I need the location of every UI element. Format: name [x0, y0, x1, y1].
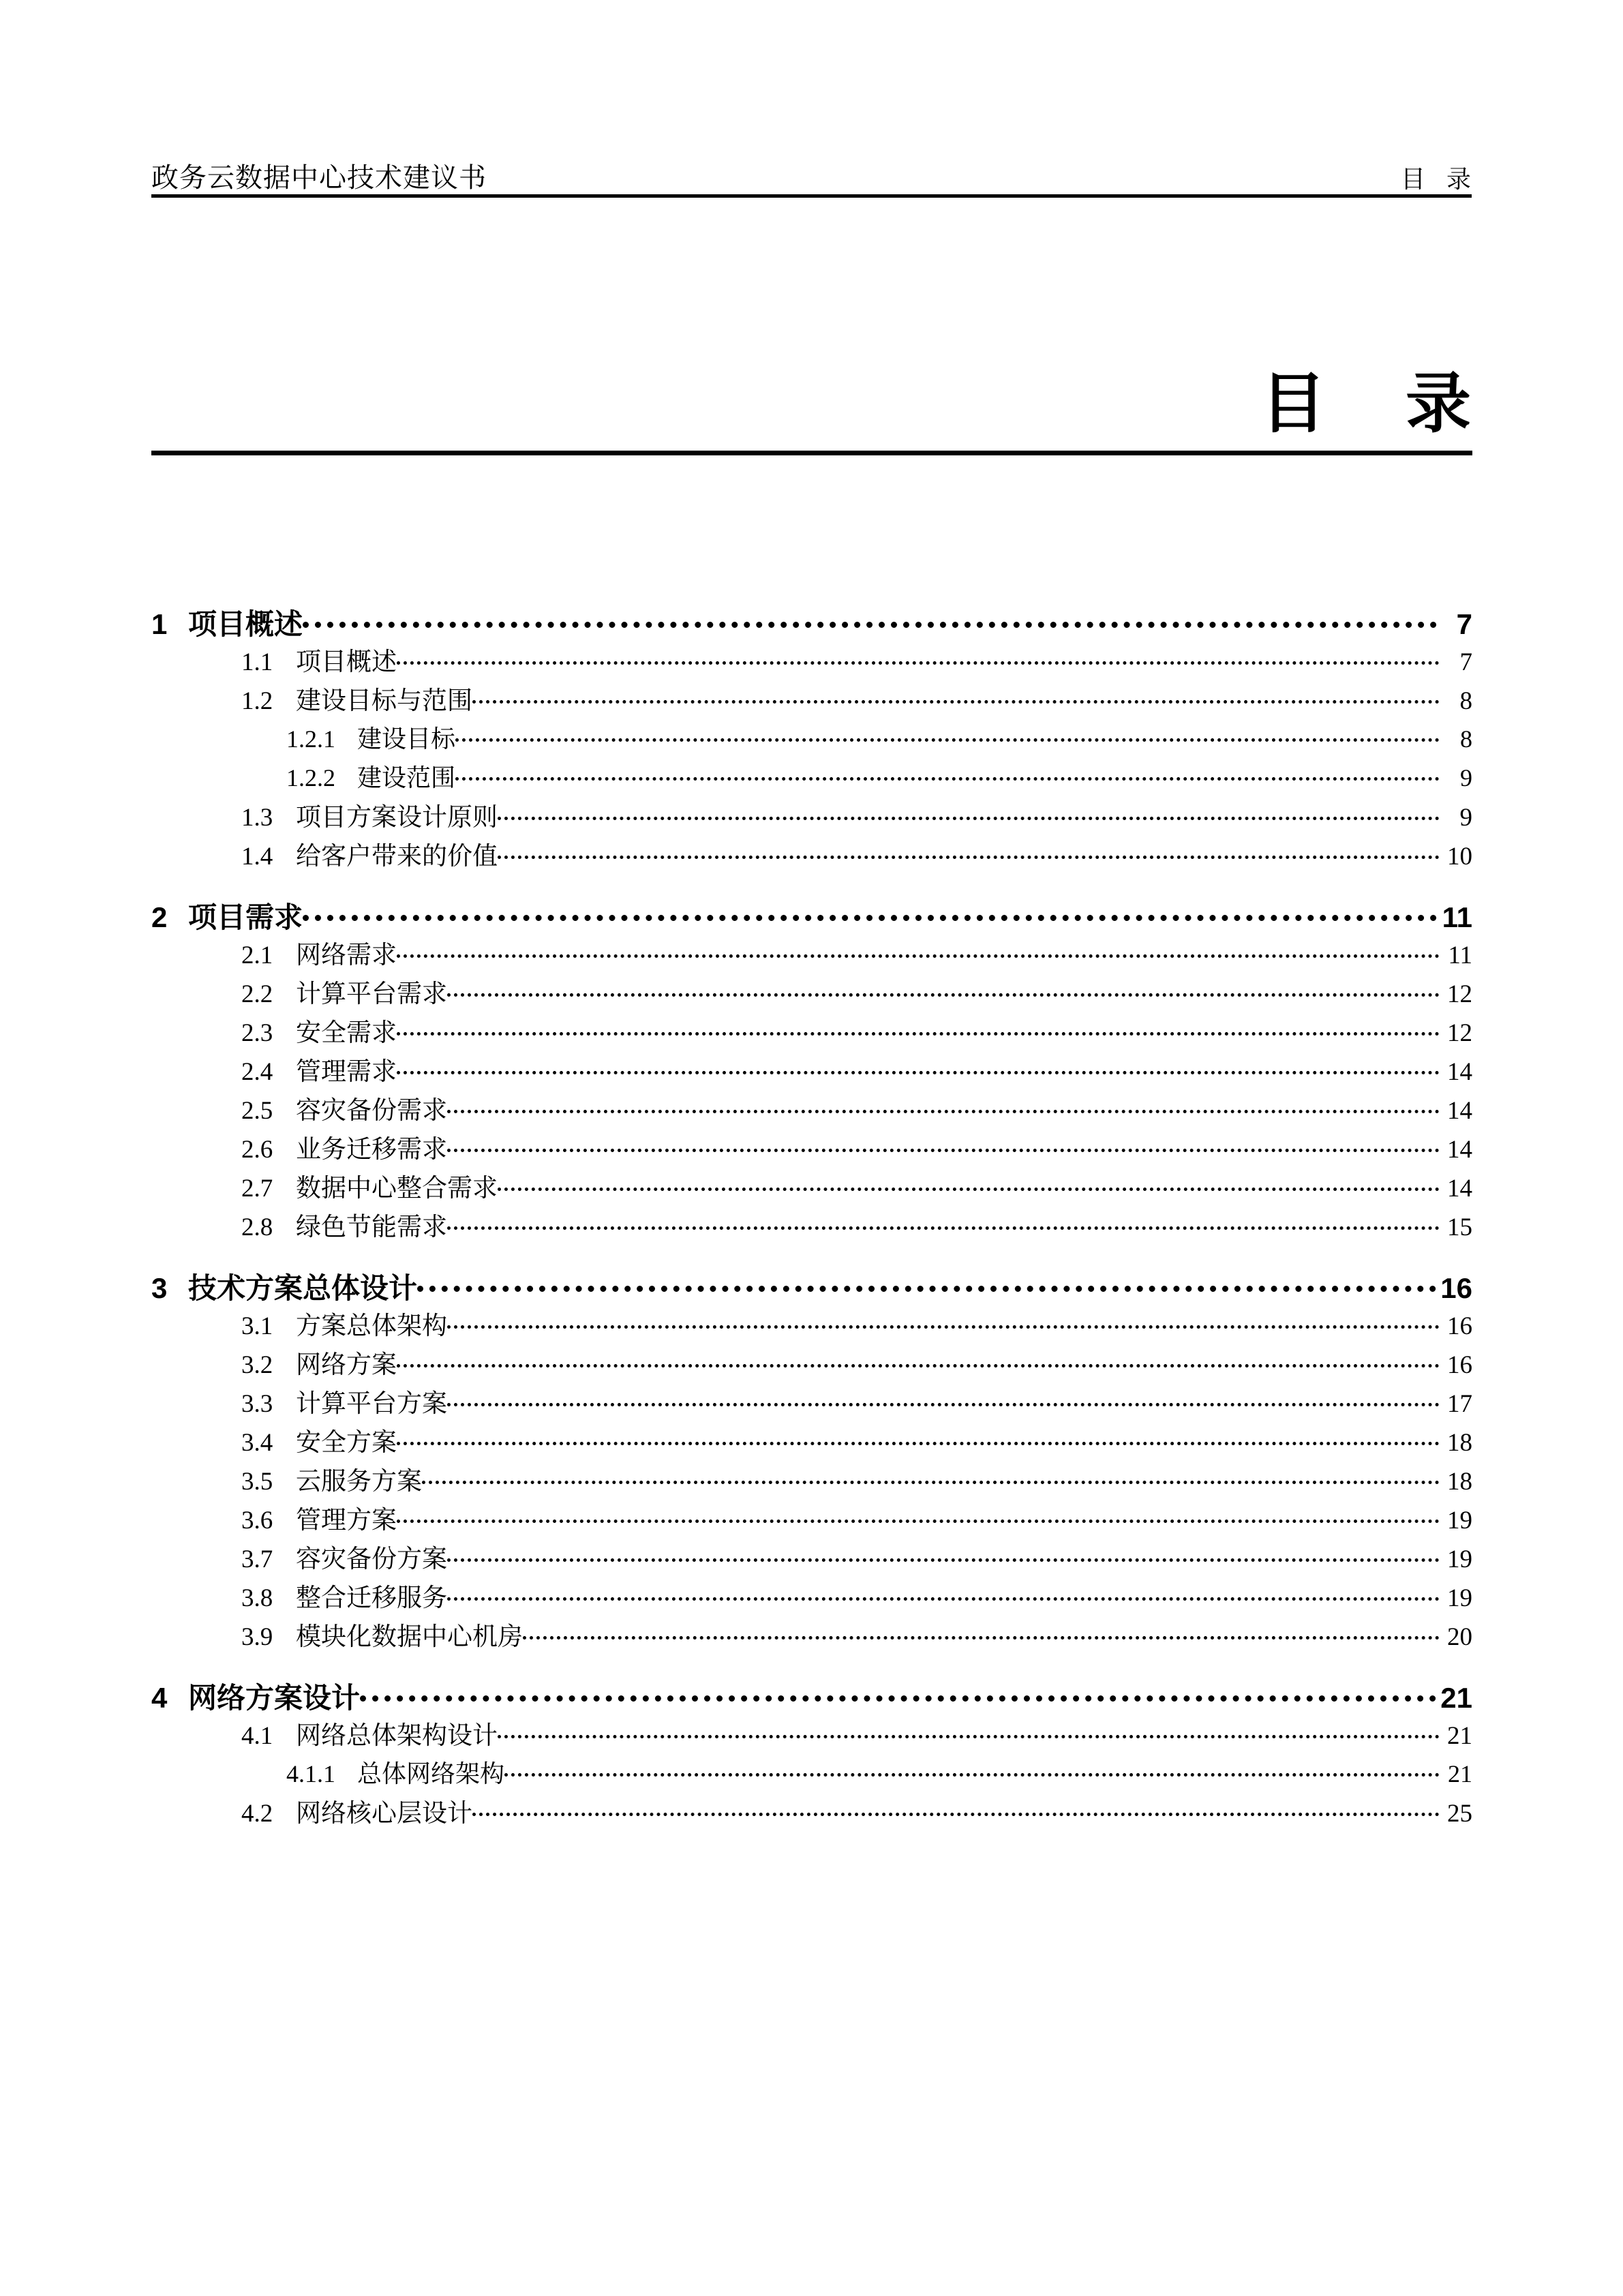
toc-entry-page-number: 14 — [1447, 1058, 1472, 1086]
toc-entry-page-number: 18 — [1447, 1468, 1472, 1496]
toc-entry-page-number: 16 — [1447, 1351, 1472, 1379]
toc-entry-page-number: 19 — [1447, 1584, 1472, 1612]
header-section-title: 目 录 — [1400, 166, 1472, 193]
toc-dot-leader — [498, 839, 1440, 864]
toc-entry-title: 管理方案 — [296, 1507, 397, 1535]
toc-entry-number: 1.3 — [241, 804, 273, 832]
toc-entry-number: 3.8 — [241, 1584, 273, 1612]
toc-entry-page-number: 10 — [1447, 843, 1472, 871]
toc-dot-leader — [504, 1757, 1440, 1782]
toc-entry-number: 3.5 — [241, 1468, 273, 1496]
toc-entry-number: 1.1 — [241, 648, 273, 676]
toc-dot-leader — [498, 1719, 1440, 1744]
toc-entry-title: 技术方案总体设计 — [188, 1272, 418, 1304]
toc-dot-leader — [397, 1348, 1440, 1373]
toc-entry-number: 2.7 — [241, 1175, 273, 1203]
toc-entry[interactable] — [151, 1581, 1472, 1620]
toc-entry-title: 网络总体架构设计 — [296, 1722, 498, 1750]
toc-entry-number: 2.8 — [241, 1213, 273, 1241]
toc-entry-number: 3.9 — [241, 1623, 273, 1651]
toc-entry-page-number: 14 — [1447, 1175, 1472, 1203]
toc-entry[interactable] — [151, 1348, 1472, 1387]
toc-entry-number: 3.6 — [241, 1507, 273, 1535]
toc-dot-leader — [303, 605, 1437, 634]
toc-dot-leader — [397, 1503, 1440, 1528]
toc-dot-leader — [422, 1464, 1440, 1490]
toc-entry-title: 整合迁移服务 — [296, 1584, 447, 1612]
toc-entry-title: 项目概述 — [188, 608, 303, 640]
toc-entry[interactable] — [151, 800, 1472, 839]
toc-entry[interactable] — [151, 1055, 1472, 1093]
toc-entry-title: 建设目标与范围 — [296, 687, 472, 715]
toc-entry-number: 2.1 — [241, 941, 273, 969]
toc-entry-page-number: 21 — [1447, 1722, 1472, 1750]
toc-dot-leader — [397, 1055, 1440, 1080]
toc-entry[interactable] — [151, 645, 1472, 684]
toc-entry-page-number: 8 — [1460, 725, 1472, 753]
toc-entry-number: 2.2 — [241, 980, 273, 1008]
toc-entry-number: 4 — [151, 1682, 168, 1714]
toc-entry-number: 1.2.1 — [286, 725, 335, 753]
toc-entry-page-number: 18 — [1447, 1429, 1472, 1457]
toc-entry-page-number: 17 — [1447, 1390, 1472, 1418]
toc-entry-number: 4.2 — [241, 1800, 273, 1828]
toc-entry-title: 项目需求 — [188, 901, 303, 933]
table-of-contents — [151, 605, 1472, 1835]
toc-entry[interactable] — [151, 898, 1472, 938]
toc-entry[interactable] — [151, 1503, 1472, 1542]
toc-entry[interactable] — [151, 1210, 1472, 1249]
toc-dot-leader — [472, 684, 1440, 709]
toc-entry[interactable] — [151, 1171, 1472, 1210]
toc-entry[interactable] — [151, 1387, 1472, 1425]
toc-entry-page-number: 7 — [1456, 608, 1472, 640]
toc-entry-title: 容灾备份需求 — [296, 1097, 447, 1125]
toc-entry-number: 1 — [151, 608, 168, 640]
toc-dot-leader — [397, 1016, 1440, 1041]
toc-entry-title: 网络方案 — [296, 1351, 397, 1379]
toc-entry[interactable] — [151, 1464, 1472, 1503]
toc-entry-page-number: 12 — [1447, 980, 1472, 1008]
toc-entry[interactable] — [151, 1719, 1472, 1757]
toc-entry-title: 项目概述 — [296, 648, 397, 676]
toc-entry[interactable] — [151, 977, 1472, 1016]
toc-entry-title: 建设范围 — [357, 764, 456, 791]
toc-dot-leader — [360, 1679, 1436, 1708]
toc-entry-number: 2.6 — [241, 1136, 273, 1164]
toc-entry-number: 3.4 — [241, 1429, 273, 1457]
toc-entry-number: 2.5 — [241, 1097, 273, 1125]
toc-entry-title: 给客户带来的价值 — [296, 843, 498, 871]
toc-entry[interactable] — [151, 684, 1472, 723]
page-title: 目 录 — [1260, 367, 1472, 440]
toc-entry[interactable] — [151, 1757, 1472, 1796]
toc-entry-page-number: 9 — [1459, 804, 1472, 832]
toc-entry-page-number: 16 — [1440, 1272, 1472, 1304]
toc-entry-page-number: 14 — [1447, 1136, 1472, 1164]
toc-entry-title: 云服务方案 — [296, 1468, 422, 1496]
toc-dot-leader — [447, 1093, 1440, 1119]
toc-entry-page-number: 12 — [1447, 1019, 1472, 1047]
toc-entry-number: 2 — [151, 901, 168, 933]
toc-dot-leader — [417, 1269, 1436, 1298]
toc-dot-leader — [523, 1620, 1440, 1645]
toc-title-block — [151, 367, 1472, 455]
toc-entry-page-number: 20 — [1447, 1623, 1472, 1651]
toc-entry-number: 4.1 — [241, 1722, 273, 1750]
toc-dot-leader — [498, 1171, 1440, 1196]
toc-entry-number: 1.2 — [241, 687, 273, 715]
toc-entry-title: 网络方案设计 — [188, 1682, 361, 1714]
toc-entry-title: 网络核心层设计 — [296, 1800, 472, 1828]
toc-entry-page-number: 19 — [1447, 1507, 1472, 1535]
toc-dot-leader — [455, 723, 1440, 747]
toc-entry-number: 4.1.1 — [286, 1760, 335, 1787]
toc-entry-number: 3.1 — [241, 1312, 273, 1340]
toc-entry-page-number: 9 — [1460, 764, 1472, 791]
toc-dot-leader — [447, 1132, 1440, 1158]
toc-entry-number: 2.4 — [241, 1058, 273, 1086]
toc-entry-title: 网络需求 — [296, 941, 397, 969]
toc-dot-leader — [397, 645, 1440, 670]
toc-entry[interactable] — [151, 1796, 1472, 1835]
toc-entry-number: 3.2 — [241, 1351, 273, 1379]
toc-entry-number: 3 — [151, 1272, 168, 1304]
toc-entry-title: 业务迁移需求 — [296, 1136, 447, 1164]
toc-entry-page-number: 7 — [1459, 648, 1472, 676]
toc-entry-title: 模块化数据中心机房 — [296, 1623, 523, 1651]
toc-dot-leader — [447, 1387, 1440, 1412]
toc-entry[interactable] — [151, 1093, 1472, 1132]
toc-entry-page-number: 15 — [1447, 1213, 1472, 1241]
toc-entry-title: 容灾备份方案 — [296, 1545, 447, 1573]
toc-entry-title: 计算平台方案 — [296, 1390, 447, 1418]
toc-entry[interactable] — [151, 1269, 1472, 1309]
toc-entry[interactable] — [151, 1132, 1472, 1171]
toc-entry-title: 绿色节能需求 — [296, 1213, 447, 1241]
toc-dot-leader — [447, 1309, 1440, 1334]
toc-entry-title: 管理需求 — [296, 1058, 397, 1086]
toc-entry-title: 数据中心整合需求 — [296, 1175, 498, 1203]
toc-dot-leader — [498, 800, 1440, 826]
toc-entry-number: 1.4 — [241, 843, 273, 871]
toc-dot-leader — [303, 898, 1437, 927]
toc-entry[interactable] — [151, 1425, 1472, 1464]
toc-entry[interactable] — [151, 723, 1472, 761]
toc-dot-leader — [447, 1542, 1440, 1567]
page-header — [151, 149, 1472, 198]
toc-dot-leader — [447, 977, 1440, 1002]
toc-entry[interactable] — [151, 1016, 1472, 1055]
toc-entry-title: 计算平台需求 — [296, 980, 447, 1008]
toc-entry-page-number: 11 — [1442, 901, 1472, 933]
toc-dot-leader — [447, 1210, 1440, 1235]
toc-entry[interactable] — [151, 761, 1472, 800]
toc-entry-page-number: 21 — [1440, 1682, 1472, 1714]
toc-entry-page-number: 14 — [1447, 1097, 1472, 1125]
toc-entry-page-number: 19 — [1447, 1545, 1472, 1573]
toc-entry-page-number: 21 — [1448, 1760, 1472, 1787]
toc-entry[interactable] — [151, 1620, 1472, 1659]
toc-entry[interactable] — [151, 1679, 1472, 1719]
header-document-title: 政务云数据中心技术建议书 — [151, 162, 487, 193]
toc-entry-number: 3.7 — [241, 1545, 273, 1573]
toc-entry-page-number: 16 — [1447, 1312, 1472, 1340]
toc-entry-number: 2.3 — [241, 1019, 273, 1047]
toc-entry[interactable] — [151, 605, 1472, 645]
toc-entry-title: 建设目标 — [357, 725, 456, 753]
toc-entry-page-number: 11 — [1448, 941, 1472, 969]
toc-dot-leader — [397, 1425, 1440, 1451]
toc-entry-title: 总体网络架构 — [357, 1760, 505, 1787]
toc-entry-page-number: 25 — [1447, 1800, 1472, 1828]
toc-entry-number: 1.2.2 — [286, 764, 335, 791]
toc-entry-title: 项目方案设计原则 — [296, 804, 498, 832]
toc-dot-leader — [447, 1581, 1440, 1606]
toc-dot-leader — [472, 1796, 1440, 1822]
toc-entry-number: 3.3 — [241, 1390, 273, 1418]
toc-dot-leader — [455, 761, 1440, 786]
toc-entry[interactable] — [151, 1542, 1472, 1581]
toc-dot-leader — [397, 938, 1440, 963]
toc-entry[interactable] — [151, 839, 1472, 878]
toc-entry-title: 方案总体架构 — [296, 1312, 447, 1340]
toc-entry-title: 安全方案 — [296, 1429, 397, 1457]
toc-entry[interactable] — [151, 938, 1472, 977]
toc-entry-title: 安全需求 — [296, 1019, 397, 1047]
toc-entry-page-number: 8 — [1459, 687, 1472, 715]
toc-entry[interactable] — [151, 1309, 1472, 1348]
